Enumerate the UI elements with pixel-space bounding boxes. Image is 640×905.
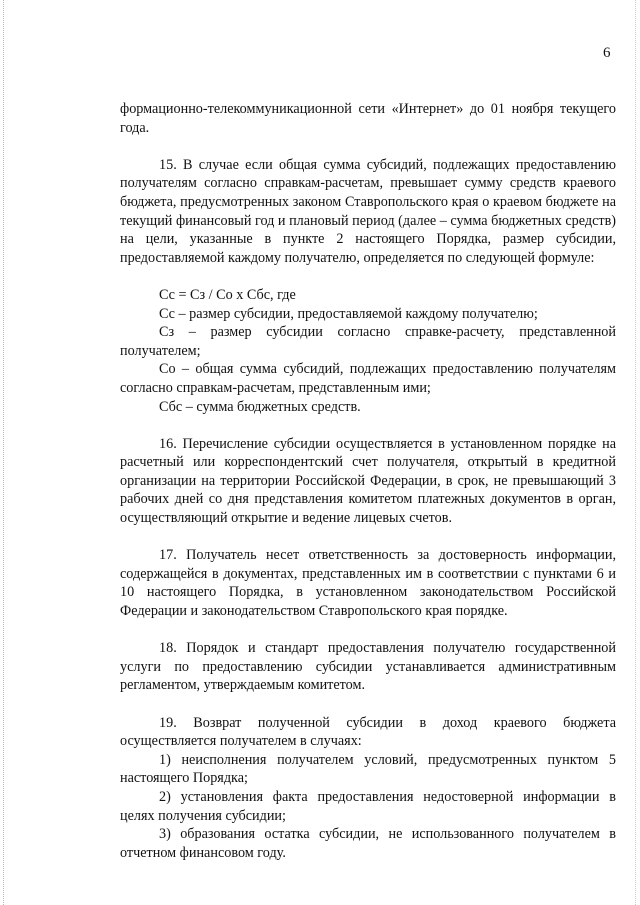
definition-item: Сбс – сумма бюджетных средств. [159, 398, 361, 415]
definition-item: Сз – размер субсидии согласно справке-расчету, представленной получателем; [120, 324, 616, 359]
list-item: 1) неисполнения получателем условий, предусмотренных пунктом 5 настоящего Порядка; [120, 751, 616, 787]
scan-edge-right [635, 0, 636, 905]
list-item: 2) установления факта предоставления недостоверной информации в целях получения субсидии; [120, 788, 616, 824]
formula: Сс = Сз / Со х Сбс, где [159, 286, 296, 303]
continuation-paragraph: формационно-телекоммуникационной сети «Интернет» до 01 ноября текущего года. [120, 101, 616, 136]
page-number: 6 [603, 45, 611, 61]
paragraph-19: 19. Возврат полученной субсидии в доход краевого бюджета осуществляется получателем в случаях: [120, 714, 616, 750]
list-item: 3) образования остатка субсидии, не использованного получателем в отчетном финансовом году. [120, 826, 616, 861]
paragraph-15: 15. В случае если общая сумма субсидий, подлежащих предоставлению получателям согласно справкам-расчетам, превышает сумму средств краевого бюджета, предусмотренных законом Ставропольского края о краевом бюджете на текущий финансовый год и плановый период (далее – сумма бюджетных средств) на цели, указанные в пункте 2 настоящего Порядка, размер субсидии, предоставляемой каждому получателю, определяется по следующей формуле: [120, 156, 616, 266]
definition-item: Сс – размер субсидии, предоставляемой каждому получателю; [159, 305, 538, 322]
document-body [120, 100, 616, 862]
paragraph-16: 16. Перечисление субсидии осуществляется в установленном порядке на расчетный или корреспондентский счет получателя, открытый в кредитной организации на территории Российской Федерации, в срок, не превышающий 3 рабочих дней со дня представления комитетом платежных документов в орган, осуществляющий открытие и ведение лицевых счетов. [120, 435, 616, 527]
paragraph-17: 17. Получатель несет ответственность за достоверность информации, содержащейся в документах, представленных им в соответствии с пунктами 6 и 10 настоящего Порядка, в установленном законодательством Российской Федерации и законодательством Ставропольского края порядке. [120, 547, 616, 620]
paragraph-18: 18. Порядок и стандарт предоставления получателю государственной услуги по предоставлению субсидии устанавливается административным регламентом, утверждаемым комитетом. [120, 640, 616, 694]
definition-item: Со – общая сумма субсидий, подлежащих предоставлению получателям согласно справкам-расчетам, представленным ими; [120, 361, 616, 396]
scan-edge-left [3, 0, 4, 905]
